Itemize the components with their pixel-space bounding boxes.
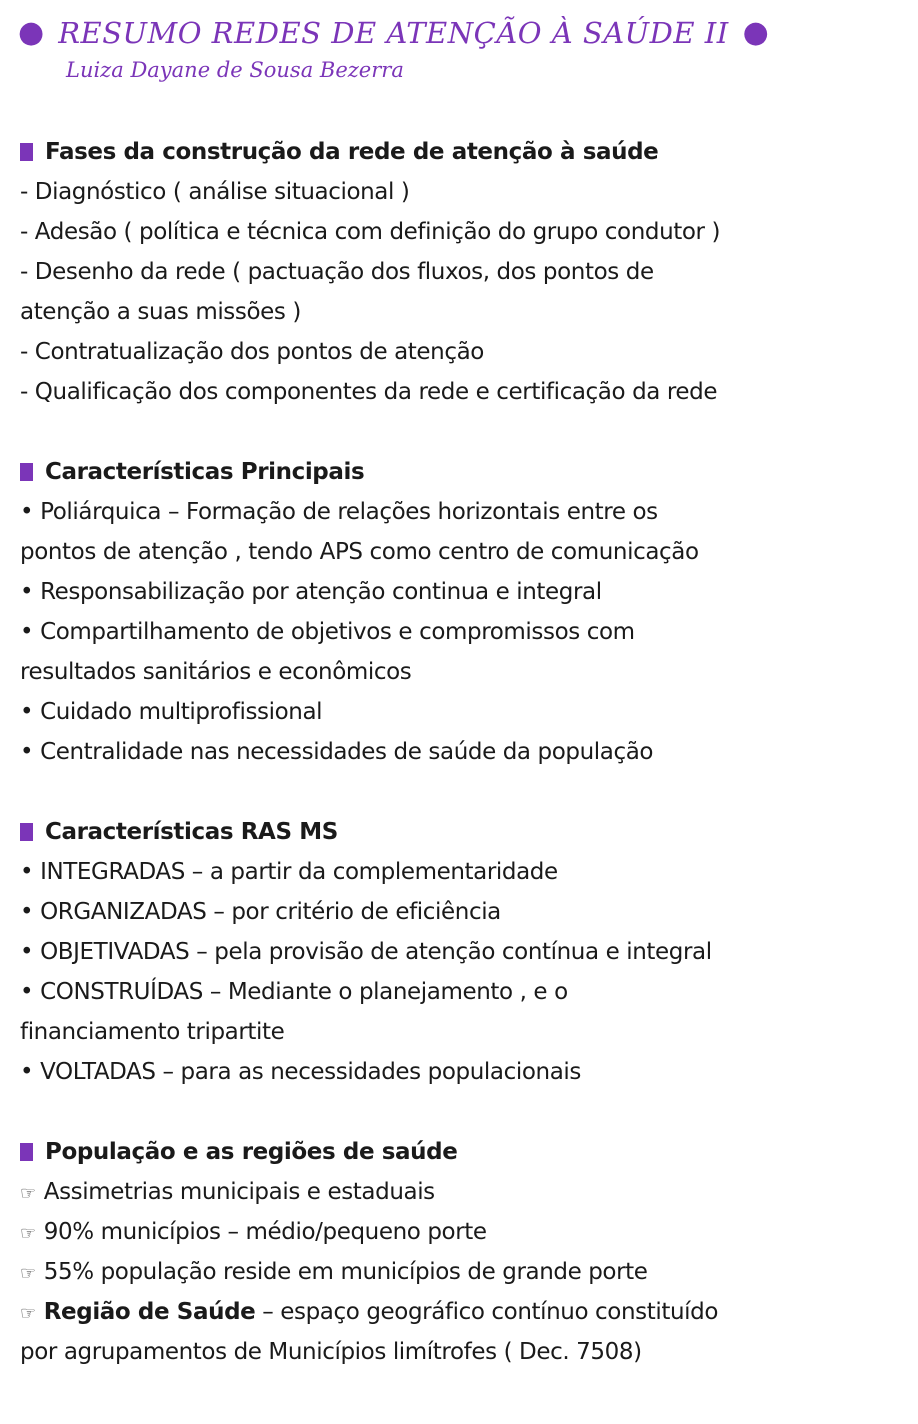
heading-text: Características RAS MS [45,819,338,845]
list-item-text: Assimetrias municipais e estaduais [43,1179,435,1205]
square-bullet-icon [20,463,33,481]
section-heading [20,1132,900,1172]
list-item [20,1172,900,1212]
list-item: - Adesão ( política e técnica com definição do grupo condutor ) [20,219,721,245]
list-item: pontos de atenção , tendo APS como centro de comunicação [20,539,699,565]
heading-text: População e as regiões de saúde [45,1139,458,1165]
list-item: • Cuidado multiprofissional [20,699,323,725]
list-item: • CONSTRUÍDAS – Mediante o planejamento , e o [20,979,568,1005]
list-item: • INTEGRADAS – a partir da complementaridade [20,859,558,885]
section-principais [20,452,900,772]
regiao-definition: – espaço geográfico contínuo constituído [255,1299,718,1325]
list-item [20,1252,900,1292]
pointing-hand-icon: ☞ [20,1303,36,1324]
square-bullet-icon [20,143,33,161]
section-ras-ms [20,812,900,1092]
author-name: Luiza Dayane de Sousa Bezerra [66,58,404,82]
document-body [20,132,900,1412]
list-item: - Contratualização dos pontos de atenção [20,339,484,365]
section-populacao [20,1132,900,1372]
list-item: - Desenho da rede ( pactuação dos fluxos, dos pontos de [20,259,654,285]
list-item: • ORGANIZADAS – por critério de eficiência [20,899,501,925]
heading-text: Características Principais [45,459,365,485]
pointing-hand-icon: ☞ [20,1263,36,1284]
list-item: • Responsabilização por atenção continua e integral [20,579,602,605]
section-heading [20,132,900,172]
title-text: RESUMO REDES DE ATENÇÃO À SAÚDE II [58,16,729,50]
section-heading [20,812,900,852]
list-item: • VOLTADAS – para as necessidades populacionais [20,1059,581,1085]
list-item-text: 90% municípios – médio/pequeno porte [43,1219,487,1245]
list-item-text: 55% população reside em municípios de grande porte [43,1259,648,1285]
document-title [18,8,898,58]
section-fases [20,132,900,412]
section-heading [20,452,900,492]
title-bullet-left: ● [18,15,45,50]
list-item: - Diagnóstico ( análise situacional ) [20,179,410,205]
list-item: - Qualificação dos componentes da rede e certificação da rede [20,379,718,405]
list-item: por agrupamentos de Municípios limítrofes ( Dec. 7508) [20,1339,642,1365]
square-bullet-icon [20,823,33,841]
heading-text: Fases da construção da rede de atenção à saúde [45,139,659,165]
pointing-hand-icon: ☞ [20,1223,36,1244]
pointing-hand-icon: ☞ [20,1183,36,1204]
list-item: • Centralidade nas necessidades de saúde da população [20,739,654,765]
regiao-term: Região de Saúde [43,1299,256,1325]
list-item: • Poliárquica – Formação de relações horizontais entre os [20,499,658,525]
list-item: atenção a suas missões ) [20,299,301,325]
list-item [20,1212,900,1252]
list-item: • Compartilhamento de objetivos e compromissos com [20,619,635,645]
square-bullet-icon [20,1143,33,1161]
list-item [20,1292,900,1332]
title-bullet-right: ● [742,15,769,50]
list-item: resultados sanitários e econômicos [20,659,412,685]
list-item: • OBJETIVADAS – pela provisão de atenção contínua e integral [20,939,712,965]
list-item: financiamento tripartite [20,1019,285,1045]
